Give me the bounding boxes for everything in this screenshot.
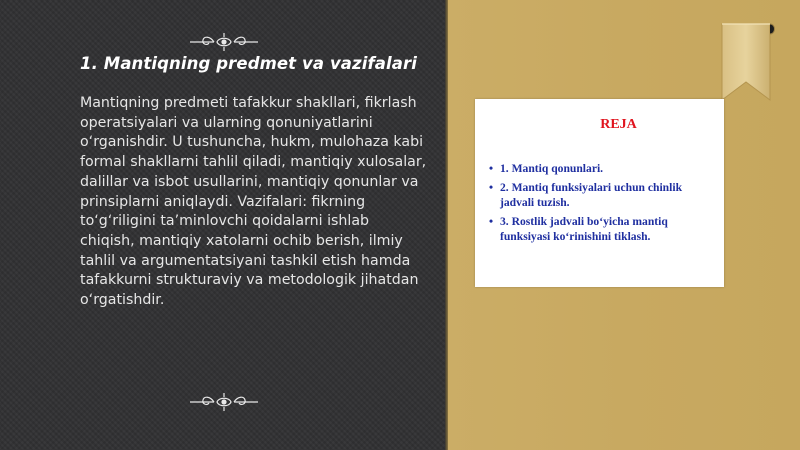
bullet-icon: •: [489, 214, 494, 228]
slide-body-text: Mantiqning predmeti tafakkur shakllari, fikrlash operatsiyalari va ularning qonuniyatlarini o‘rganishdir. U tushuncha, hukm, mulohaza kabi formal shakllarni tahlil qiladi, mantiqiy xulosalar, dalillar va isbot usullarini, mantiqiy qonunlar va prinsiplarni aniqlaydi. Vazifalari: fikrning to‘g‘riligini ta’minlovchi qoidalarni ishlab chiqish, mantiqiy xatolarni ochib berish, ilmiy tahlil va argumentatsiyani tashkil etish hamda tafakkurni strukturaviy va metodologik jihatdan o‘rgatishdir.: [80, 95, 427, 309]
bullet-icon: •: [489, 162, 494, 175]
reja-title: REJA: [600, 117, 637, 132]
reja-item-text: 1. Mantiq qonunlari.: [500, 162, 604, 175]
reja-item: [489, 180, 719, 211]
slide-title: 1. Mantiqning predmet va vazifalari: [80, 54, 417, 73]
reja-item-text: 3. Rostlik jadvali bo‘yicha mantiq funksiyasi ko‘rinishini tiklash.: [500, 214, 668, 243]
reja-list: [489, 161, 719, 248]
bookmark-ribbon-icon: [716, 20, 776, 104]
reja-item-text: 2. Mantiq funksiyalari uchun chinlik jadvali tuzish.: [500, 180, 683, 209]
panel-divider: [445, 0, 448, 450]
reja-item: [489, 161, 719, 177]
bottom-ornament-icon: [188, 392, 260, 412]
top-ornament-icon: [188, 32, 260, 52]
reja-item: [489, 214, 719, 245]
bullet-icon: •: [489, 180, 494, 194]
reja-plan-card: [475, 99, 724, 287]
